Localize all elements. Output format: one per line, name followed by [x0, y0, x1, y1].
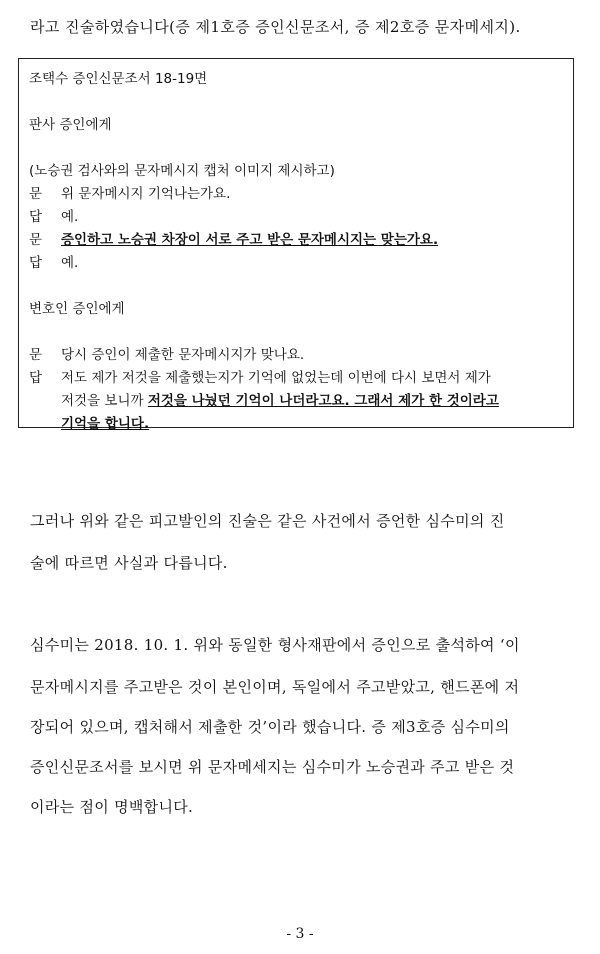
answer-tag: 답: [29, 255, 43, 271]
excerpt-header: 조택수 증인신문조서 18-19면: [29, 71, 208, 87]
intro-sentence: 라고 진술하였습니다(증 제1호증 증인신문조서, 증 제2호증 문자메세지).: [30, 18, 521, 36]
paragraph-2-line-2: 문자메시지를 주고받은 것이 본인이며, 독일에서 주고받았고, 핸드폰에 저: [30, 678, 520, 696]
paragraph-1-line-2: 술에 따르면 사실과 다릅니다.: [30, 554, 228, 572]
answer-text-line-1: 저도 제가 저것을 제출했는지가 기억에 없었는데 이번에 다시 보면서 제가: [61, 370, 491, 386]
question-text: 위 문자메시지 기억나는가요.: [61, 186, 231, 202]
answer-text: 예.: [61, 209, 79, 225]
question-text-emphasized: 증인하고 노승권 차장이 서로 주고 받은 문자메시지는 맞는가요.: [61, 232, 439, 248]
answer-text: 예.: [61, 255, 79, 271]
question-tag: 문: [29, 186, 43, 202]
paragraph-2-line-3: 장되어 있으며, 캡처해서 제출한 것’이라 했습니다. 증 제3호증 심수미의: [30, 718, 510, 736]
testimony-excerpt-box: [18, 58, 574, 432]
paragraph-2-line-5: 이라는 점이 명백합니다.: [30, 798, 194, 816]
answer-text-line-3: 기억을 합니다.: [61, 416, 150, 432]
paragraph-1-line-1: 그러나 위와 같은 피고발인의 진술은 같은 사건에서 증언한 심수미의 진: [30, 512, 505, 530]
page-number: - 3 -: [286, 926, 314, 942]
section-defense-to-witness: 변호인 증인에게: [29, 301, 125, 317]
paragraph-2-line-4: 증인신문조서를 보시면 위 문자메세지는 심수미가 노승권과 주고 받은 것: [30, 758, 515, 776]
question-text: 당시 증인이 제출한 문자메시지가 맞나요.: [61, 347, 305, 363]
answer-tag: 답: [29, 370, 43, 386]
section-judge-to-witness: 판사 증인에게: [29, 117, 112, 133]
question-tag: 문: [29, 232, 43, 248]
exhibit-note: (노승권 검사와의 문자메시지 캡처 이미지 제시하고): [29, 163, 335, 179]
answer-text-plain: 저것을 보니까: [61, 393, 148, 409]
answer-tag: 답: [29, 209, 43, 225]
answer-text-emphasized: 저것을 나눴던 기억이 나더라고요. 그래서 제가 한 것이라고: [147, 393, 499, 409]
answer-text-line-2: [61, 389, 499, 409]
question-tag: 문: [29, 347, 43, 363]
paragraph-2-line-1: 심수미는 2018. 10. 1. 위와 동일한 형사재판에서 증인으로 출석하여 ‘이: [30, 636, 520, 654]
